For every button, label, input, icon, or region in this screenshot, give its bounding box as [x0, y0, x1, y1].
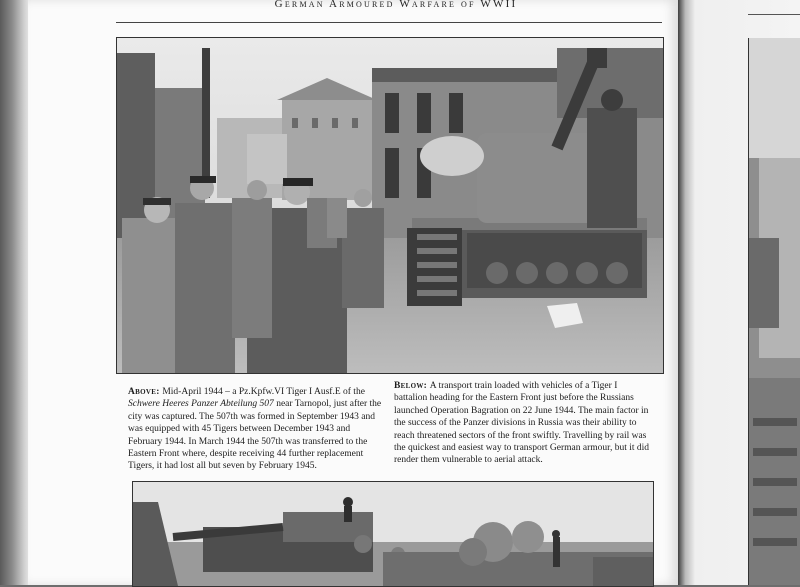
running-head: German Armoured Warfare of WWII [274, 0, 518, 10]
facing-page-photo [748, 38, 800, 585]
photo-tiger-tarnopol [116, 37, 664, 374]
photo-tiger-rail-transport-image [133, 482, 653, 586]
header-rule [116, 22, 662, 23]
caption-below-text: A transport train loaded with vehicles of a Tiger I battalion heading for the Eastern Front just before the Russians launched Operation Bagration on 22 June 1944. The main factor in the success of the Panzer divisions in Russia was their ability to reach threatened sectors of the front swiftly. Travelling by rail was the quickest and easiest way to transport German armour, but it did render them vulnerable to aerial attack. [394, 381, 649, 466]
caption-above-label: Above : [128, 387, 162, 397]
caption-above [128, 386, 384, 473]
book-page [28, 0, 678, 585]
book-spine-edge [0, 0, 30, 585]
facing-page-rule [748, 14, 800, 15]
caption-above-text-1: Mid-April 1944 – a Pz.Kpfw.VI Tiger I Ausf.E of the [162, 387, 365, 397]
caption-above-text-2: near Tarnopol, just after the city was captured. The 507th was formed in September 1943 and was equipped with 45 Tigers between December 1943 and February 1944. In March 1944 the 507th was transferred to the Eastern Front where, despite receiving 44 further replacement Tigers, it had lost all but seven by February 1945. [128, 399, 382, 472]
facing-page-photo-image [749, 38, 800, 585]
photo-tiger-tarnopol-image [117, 38, 663, 373]
caption-below-label: Below : [394, 381, 430, 391]
photo-tiger-rail-transport [132, 481, 654, 587]
caption-below [394, 380, 650, 467]
caption-above-unit-name: Schwere Heeres Panzer Abteilung 507 [128, 399, 274, 410]
